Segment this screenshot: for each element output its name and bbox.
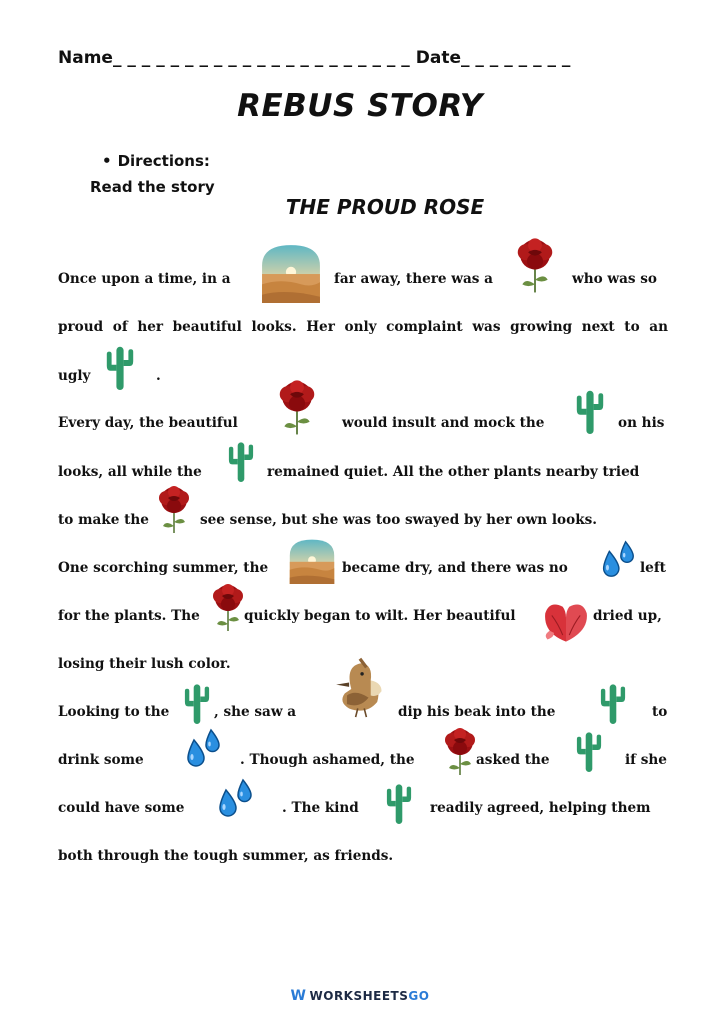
story-text: remained quiet. All the other plants nearby tried	[267, 464, 640, 480]
cactus-icon	[224, 438, 258, 482]
directions-heading-text: Directions:	[117, 152, 210, 170]
desert-icon	[288, 538, 336, 584]
story-text: .	[156, 368, 161, 384]
cactus-icon	[180, 680, 214, 724]
brand-name: WORKSHEETS	[309, 989, 409, 1003]
story-text: became dry, and there was no	[342, 560, 568, 576]
directions-heading: • Directions:	[102, 152, 210, 170]
rose-icon	[512, 236, 558, 296]
story-text: would insult and mock the	[342, 415, 545, 431]
cactus-icon	[572, 728, 606, 772]
cactus-icon	[596, 680, 630, 724]
story-text: . Though ashamed, the	[240, 752, 415, 768]
footer-brand	[0, 988, 720, 1004]
name-field[interactable]: Name_ _ _ _ _ _ _ _ _ _ _ _ _ _ _ _ _ _ _ _ _	[58, 48, 410, 68]
brand-name-suffix: GO	[408, 989, 430, 1003]
story-text: both through the tough summer, as friends.	[58, 848, 394, 864]
story-text: looks, all while the	[58, 464, 202, 480]
story-text: . The kind	[282, 800, 359, 816]
rose-icon	[274, 378, 320, 438]
cactus-icon	[102, 342, 138, 390]
story-text: proud of her beautiful looks. Her only complaint was growing next to an	[58, 319, 668, 335]
story-text: if she	[625, 752, 667, 768]
story-text: readily agreed, helping them	[430, 800, 651, 816]
rose-icon	[154, 484, 194, 536]
story-text: losing their lush color.	[58, 656, 231, 672]
cactus-icon	[382, 780, 416, 824]
story-text: see sense, but she was too swayed by her own looks.	[200, 512, 597, 528]
header-fields	[58, 48, 658, 74]
story-text: for the plants. The	[58, 608, 200, 624]
directions-text: Read the story	[90, 178, 215, 196]
date-field[interactable]: Date_ _ _ _ _ _ _ _	[415, 48, 571, 68]
story-text: ugly	[58, 368, 91, 384]
story-text: who was so	[572, 271, 658, 287]
water-drops-icon	[596, 538, 638, 580]
brand-logo-icon: W	[290, 988, 307, 1004]
water-drops-icon	[212, 776, 256, 820]
rose-icon	[208, 582, 248, 634]
page-title: REBUS STORY	[237, 88, 483, 124]
story-text: asked the	[476, 752, 550, 768]
cactus-icon	[572, 386, 608, 434]
story-text: Every day, the beautiful	[58, 415, 238, 431]
story-text: could have some	[58, 800, 185, 816]
story-text: dried up,	[593, 608, 662, 624]
story-text: One scorching summer, the	[58, 560, 269, 576]
story-text: dip his beak into the	[398, 704, 556, 720]
story-text: Once upon a time, in a	[58, 271, 231, 287]
story-text: left	[640, 560, 666, 576]
water-drops-icon	[180, 726, 224, 770]
rose-icon	[440, 726, 480, 778]
story-text: drink some	[58, 752, 144, 768]
bird-icon	[334, 656, 388, 722]
story-text: on his	[618, 415, 665, 431]
story-text: , she saw a	[214, 704, 297, 720]
story-text: to make the	[58, 512, 149, 528]
petals-icon	[538, 598, 594, 646]
story-text: to	[652, 704, 668, 720]
story-text: Looking to the	[58, 704, 170, 720]
story-text: quickly began to wilt. Her beautiful	[244, 608, 516, 624]
story-text: far away, there was a	[334, 271, 493, 287]
desert-icon	[260, 243, 322, 303]
story-title: THE PROUD ROSE	[285, 195, 485, 219]
